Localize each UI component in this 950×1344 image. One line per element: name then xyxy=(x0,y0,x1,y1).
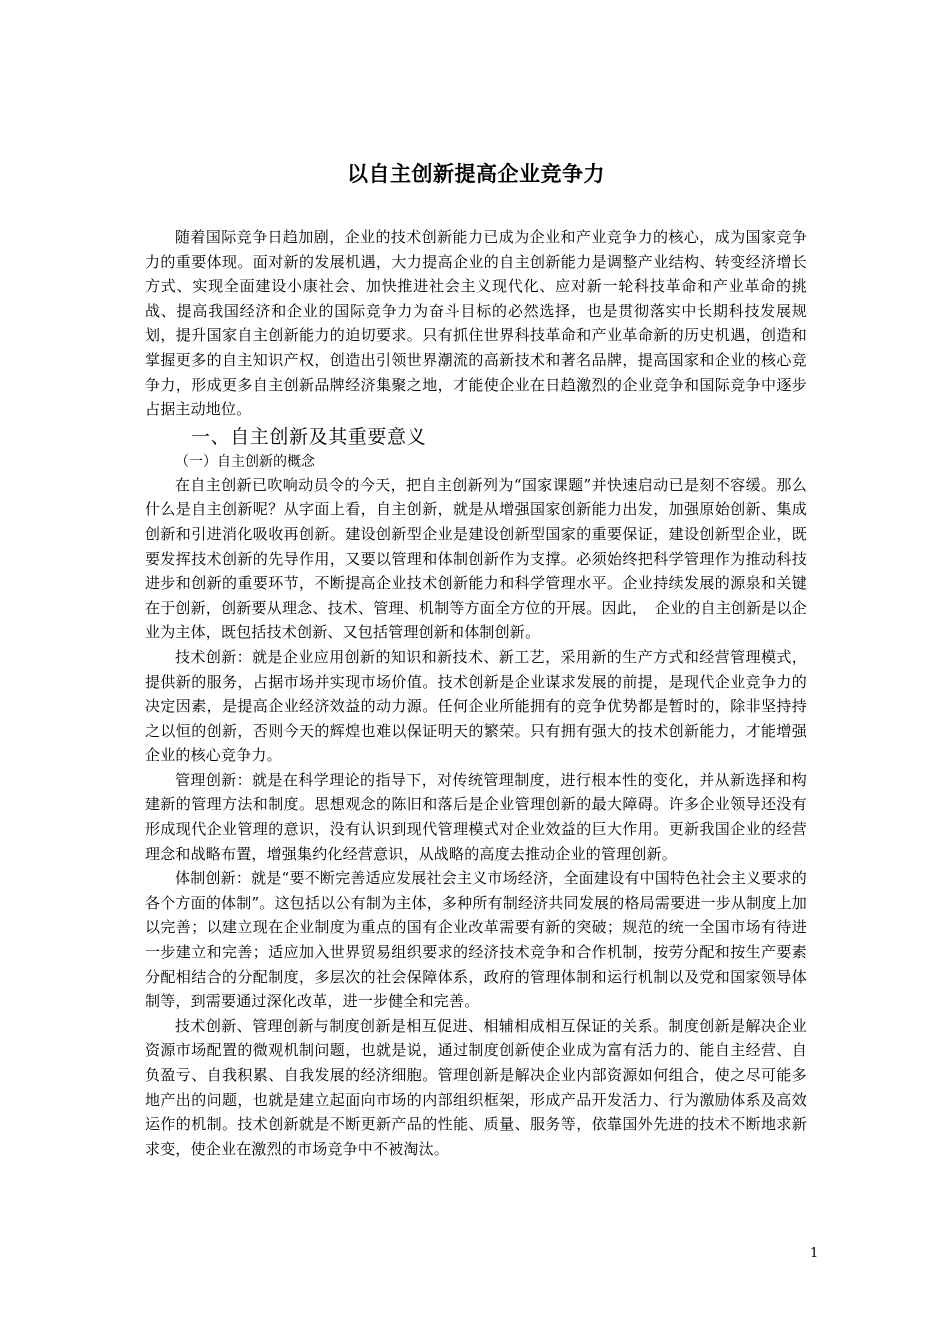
subsection-heading: （一）自主创新的概念 xyxy=(175,453,315,470)
intro-paragraph: 随着国际竞争日趋加剧，企业的技术创新能力已成为企业和产业竞争力的核心，成为国家竞争力的重要体现。面对新的发展机遇，大力提高企业的自主创新能力是调整产业结构、转变经济增长方式、实现全面建设小康社会、加快推进社会主义现代化、应对新一轮科技革命和产业革命的挑战、提高我国经济和企业的国际竞争力为奋斗目标的必然选择，也是贯彻落实中长期科技发展规划，提升国家自主创新能力的迫切要求。只有抓住世界科技革命和产业革命新的历史机遇，创造和掌握更多的自主知识产权，创造出引领世界潮流的高新技术和著名品牌，提高国家和企业的核心竞争力，形成更多自主创新品牌经济集聚之地，才能使企业在日趋激烈的企业竞争和国际竞争中逐步占据主动地位。 xyxy=(145,228,807,419)
document-body xyxy=(145,155,807,1161)
paragraph-institutional-innovation: 体制创新：就是“要不断完善适应发展社会主义市场经济，全面建设有中国特色社会主义要求的各个方面的体制”。这包括以公有制为主体，多种所有制经济共同发展的格局需要进一步从制度上加以完善；以建立现在企业制度为重点的国有企业改革需要有新的突破；规范的统一全国市场有待进一步建立和完善；适应加入世界贸易组织要求的经济技术竞争和合作机制，按劳分配和按生产要素分配相结合的分配制度，多层次的社会保障体系，政府的管理体制和运行机制以及党和国家领导体制等，到需要通过深化改革，进一步健全和完善。 xyxy=(145,869,807,1011)
page-title: 以自主创新提高企业竞争力 xyxy=(347,162,605,186)
paragraph-management-innovation: 管理创新：就是在科学理论的指导下，对传统管理制度，进行根本性的变化，并从新选择和构建新的管理方法和制度。思想观念的陈旧和落后是企业管理创新的最大障碍。许多企业领导还没有形成现代企业管理的意识，没有认识到现代管理模式对企业效益的巨大作用。更新我国企业的经营理念和战略布置，增强集约化经营意识，从战略的高度去推动企业的管理创新。 xyxy=(145,770,807,863)
paragraph-concept: 在自主创新已吹响动员令的今天，把自主创新列为“国家课题”并快速启动已是刻不容缓。那么什么是自主创新呢？从字面上看，自主创新，就是从增强国家创新能力出发，加强原始创新、集成创新和引进消化吸收再创新。建设创新型企业是建设创新型国家的重要保证，建设创新型企业，既要发挥技术创新的先导作用，又要以管理和体制创新作为支撑。必须始终把科学管理作为推动科技进步和创新的重要环节，不断提高企业技术创新能力和科学管理水平。企业持续发展的源泉和关键在于创新，创新要从理念、技术、管理、机制等方面全方位的开展。因此， 企业的自主创新是以企业为主体，既包括技术创新、又包括管理创新和体制创新。 xyxy=(145,475,807,642)
paragraph-technical-innovation: 技术创新：就是企业应用创新的知识和新技术、新工艺，采用新的生产方式和经营管理模式，提供新的服务，占据市场并实现市场价值。技术创新是企业谋求发展的前提，是现代企业竞争力的决定因素，是提高企业经济效益的动力源。任何企业所能拥有的竞争优势都是暂时的，除非坚持持之以恒的创新，否则今天的辉煌也难以保证明天的繁荣。只有拥有强大的技术创新能力，才能增强企业的核心竞争力。 xyxy=(145,647,807,765)
section-heading: 一、自主创新及其重要意义 xyxy=(191,425,427,448)
page-number: 1 xyxy=(810,1246,819,1261)
paragraph-relationship: 技术创新、管理创新与制度创新是相互促进、相辅相成相互保证的关系。制度创新是解决企业资源市场配置的微观机制问题，也就是说，通过制度创新使企业成为富有活力的、能自主经营、自负盈亏、自我积累、自我发展的经济细胞。管理创新是解决企业内部资源如何组合，使之尽可能多地产出的问题，也就是建立起面向市场的内部组织框架，形成产品开发活力、行为激励体系及高效运作的机制。技术创新就是不断更新产品的性能、质量、服务等，依靠国外先进的技术不断地求新求变，使企业在激烈的市场竞争中不被淘汰。 xyxy=(145,1016,807,1158)
